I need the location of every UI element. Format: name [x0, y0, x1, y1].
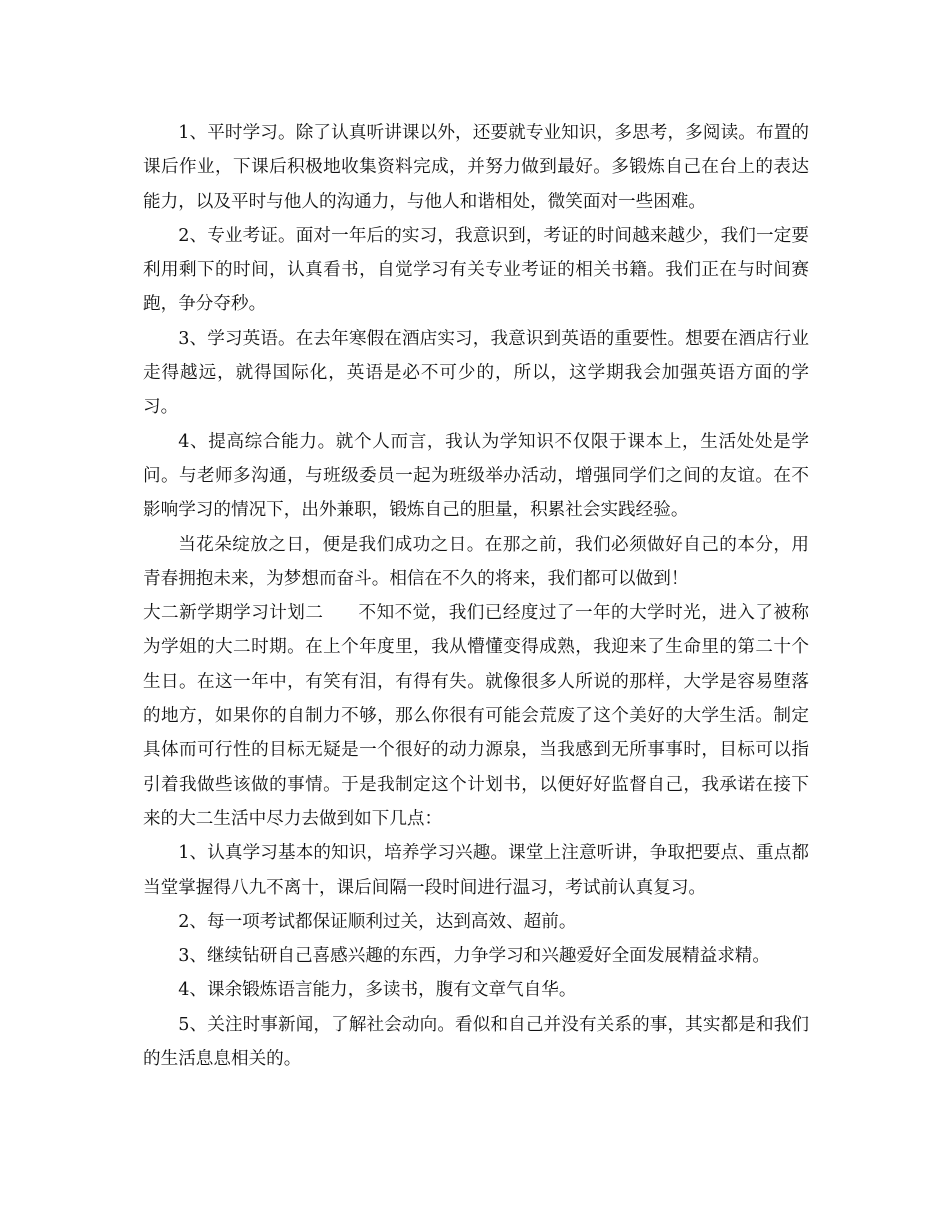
section-intro-text: 不知不觉，我们已经度过了一年的大学时光，进入了被称为学姐的大二时期。在上个年度里，我从懵懂变得成熟，我迎来了生命里的第二十个生日。在这一年中，有笑有泪，有得有失。就像很多人所说的那样，大学是容易堕落的地方，如果你的自制力不够，那么你很有可能会荒废了这个美好的大学生活。制定具体而可行性的目标无疑是一个很好的动力源泉，当我感到无所事事时，目标可以指引着我做些该做的事情。于是我制定这个计划书，以便好好监督自己，我承诺在接下来的大二生活中尽力去做到如下几点：	[143, 603, 809, 829]
paragraph-english: 3、学习英语。在去年寒假在酒店实习，我意识到英语的重要性。想要在酒店行业走得越远，就得国际化，英语是必不可少的，所以，这学期我会加强英语方面的学习。	[143, 328, 809, 418]
document-body	[143, 116, 809, 1076]
list-item: 1、认真学习基本的知识，培养学习兴趣。课堂上注意听讲，争取把要点、重点都当堂掌握得八九不离十，课后间隔一段时间进行温习，考试前认真复习。	[143, 843, 809, 898]
paragraph-study: 1、平时学习。除了认真听讲课以外，还要就专业知识，多思考，多阅读。布置的课后作业，下课后积极地收集资料完成，并努力做到最好。多锻炼自己在台上的表达能力，以及平时与他人的沟通力，与他人和谐相处，微笑面对一些困难。	[143, 123, 809, 212]
list-item: 3、继续钻研自己喜感兴趣的东西，力争学习和兴趣爱好全面发展精益求精。	[178, 946, 770, 967]
section-title: 大二新学期学习计划二	[143, 603, 324, 624]
paragraph-abilities: 4、提高综合能力。就个人而言，我认为学知识不仅限于课本上，生活处处是学问。与老师多沟通，与班级委员一起为班级举办活动，增强同学们之间的友谊。在不影响学习的情况下，出外兼职，锻炼自己的胆量，积累社会实践经验。	[143, 431, 809, 521]
list-item: 2、每一项考试都保证顺利过关，达到高效、超前。	[178, 911, 577, 932]
paragraph-certification: 2、专业考证。面对一年后的实习，我意识到，考证的时间越来越少，我们一定要利用剩下的时间，认真看书，自觉学习有关专业考证的相关书籍。我们正在与时间赛跑，争分夺秒。	[143, 225, 809, 315]
list-item: 4、课余锻炼语言能力，多读书，腹有文章气自华。	[178, 980, 577, 1001]
list-item: 5、关注时事新闻，了解社会动向。看似和自己并没有关系的事，其实都是和我们的生活息息相关的。	[143, 1014, 809, 1070]
paragraph-conclusion: 当花朵绽放之日，便是我们成功之日。在那之前，我们必须做好自己的本分，用青春拥抱未来，为梦想而奋斗。相信在不久的将来，我们都可以做到！	[143, 534, 809, 589]
section-intro-paragraph	[143, 596, 809, 836]
